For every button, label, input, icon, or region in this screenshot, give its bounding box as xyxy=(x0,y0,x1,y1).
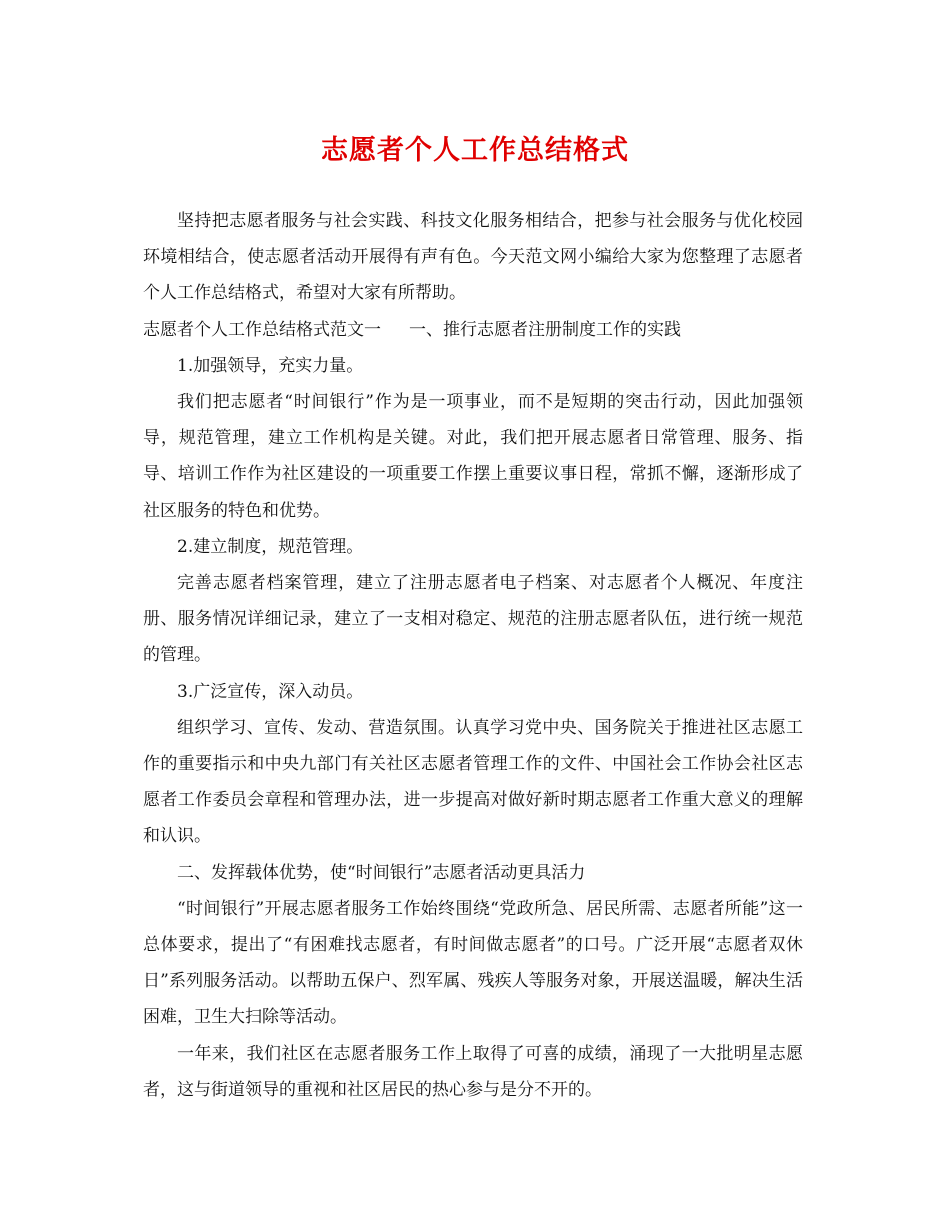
sample-label: 志愿者个人工作总结格式范文一 xyxy=(143,319,381,340)
section-first-item: 一、推行志愿者注册制度工作的实践 xyxy=(409,319,681,340)
section-heading-2: 二、发挥载体优势，使“时间银行”志愿者活动更具活力 xyxy=(177,862,586,883)
subheading-3: 3.广泛宣传，深入动员。 xyxy=(177,681,364,702)
intro-paragraph: 坚持把志愿者服务与社会实践、科技文化服务相结合，把参与社会服务与优化校园环境相结合，使志愿者活动开展得有声有色。今天范文网小编给大家为您整理了志愿者个人工作总结格式，希望对大家有所帮助。 xyxy=(143,211,803,304)
paragraph-publicity: 组织学习、宣传、发动、营造氛围。认真学习党中央、国务院关于推进社区志愿工作的重要指示和中央九部门有关社区志愿者管理工作的文件、中国社会工作协会社区志愿者工作委员会章程和管理办法，进一步提高对做好新时期志愿者工作重大意义的理解和认识。 xyxy=(143,717,803,847)
subheading-1: 1.加强领导，充实力量。 xyxy=(177,355,364,376)
paragraph-archive: 完善志愿者档案管理，建立了注册志愿者电子档案、对志愿者个人概况、年度注册、服务情况详细记录，建立了一支相对稳定、规范的注册志愿者队伍，进行统一规范的管理。 xyxy=(143,573,803,666)
subheading-2: 2.建立制度，规范管理。 xyxy=(177,536,364,557)
document-body xyxy=(143,203,803,1108)
document-title: 志愿者个人工作总结格式 xyxy=(321,135,629,166)
paragraph-time-bank: “时间银行”开展志愿者服务工作始终围绕“党政所急、居民所需、志愿者所能”这一总体要求，提出了“有困难找志愿者，有时间做志愿者”的口号。广泛开展“志愿者双休日”系列服务活动。以帮助五保户、烈军属、残疾人等服务对象，开展送温暖，解决生活困难，卫生大扫除等活动。 xyxy=(143,898,803,1028)
paragraph-leadership: 我们把志愿者“时间银行”作为是一项事业，而不是短期的突击行动，因此加强领导，规范管理，建立工作机构是关键。对此，我们把开展志愿者日常管理、服务、指导、培训工作作为社区建设的一项重要工作摆上重要议事日程，常抓不懈，逐渐形成了社区服务的特色和优势。 xyxy=(143,392,803,521)
section-heading-line xyxy=(143,312,803,348)
paragraph-summary: 一年来，我们社区在志愿者服务工作上取得了可喜的成绩，涌现了一大批明星志愿者，这与街道领导的重视和社区居民的热心参与是分不开的。 xyxy=(143,1043,803,1100)
